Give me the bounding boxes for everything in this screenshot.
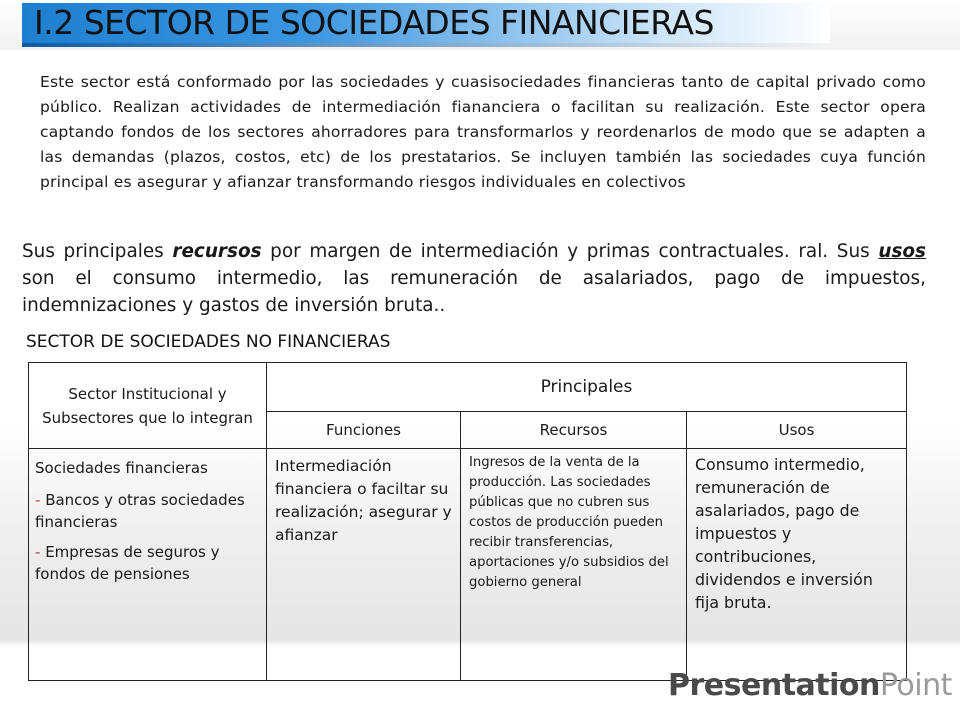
header-principales: Principales [267, 363, 907, 412]
sector-heading: Sociedades financieras [35, 459, 208, 477]
cell-sector [29, 449, 267, 681]
logo-text-light: Point [879, 668, 952, 703]
cell-usos: Consumo intermedio, remuneración de asalariados, pago de impuestos y contribuciones, dividendos e inversión fija bruta. [687, 449, 907, 681]
para2-text-1: Sus principales [22, 241, 173, 262]
sector-item-label: Bancos y otras sociedades financieras [35, 491, 245, 531]
item-dash: - [35, 543, 46, 561]
table-header-row [29, 363, 907, 412]
sector-table [28, 362, 907, 681]
usos-emphasis: usos [878, 241, 926, 262]
resources-uses-paragraph [22, 238, 926, 319]
sector-item-label: Empresas de seguros y fondos de pensiones [35, 543, 220, 583]
recursos-emphasis: recursos [172, 241, 262, 262]
header-sector-institucional: Sector Institucional y Subsectores que lo integran [29, 363, 267, 449]
sector-item [35, 541, 260, 585]
item-dash: - [35, 491, 46, 509]
sector-item [35, 489, 260, 533]
logo-text-bold: Presentation [668, 668, 880, 703]
header-recursos: Recursos [461, 412, 687, 449]
slide-title: I.2 SECTOR DE SOCIEDADES FINANCIERAS [34, 3, 714, 42]
header-usos: Usos [687, 412, 907, 449]
table-row [29, 449, 907, 681]
para2-text-2: por margen de intermediación y primas contractuales. ral. Sus [261, 241, 879, 262]
intro-paragraph: Este sector está conformado por las sociedades y cuasisociedades financieras tanto de capital privado como público. Realizan actividades de intermediación fiananciera o facilitan su realización. Este sector opera captando fondos de los sectores ahorradores para transformarlos y reordenarlos de modo que se adapten a las demandas (plazos, costos, etc) de los prestatarios. Se incluyen también las sociedades cuya función principal es asegurar y afianzar transformando riesgos individuales en colectivos [40, 73, 926, 191]
header-funciones: Funciones [267, 412, 461, 449]
cell-recursos: Ingresos de la venta de la producción. Las sociedades públicas que no cubren sus costos de producción pueden recibir transferencias, aportaciones y/o subsidios del gobierno general [461, 449, 687, 681]
title-bar [0, 0, 960, 50]
presentationpoint-logo [668, 668, 952, 704]
cell-funciones: Intermediación financiera o faciltar su realización; asegurar y afianzar [267, 449, 461, 681]
para2-text-3: son el consumo intermedio, las remuneración de asalariados, pago de impuestos, indemnizaciones y gastos de inversión bruta.. [22, 268, 926, 316]
section-subtitle: SECTOR DE SOCIEDADES NO FINANCIERAS [26, 332, 391, 352]
